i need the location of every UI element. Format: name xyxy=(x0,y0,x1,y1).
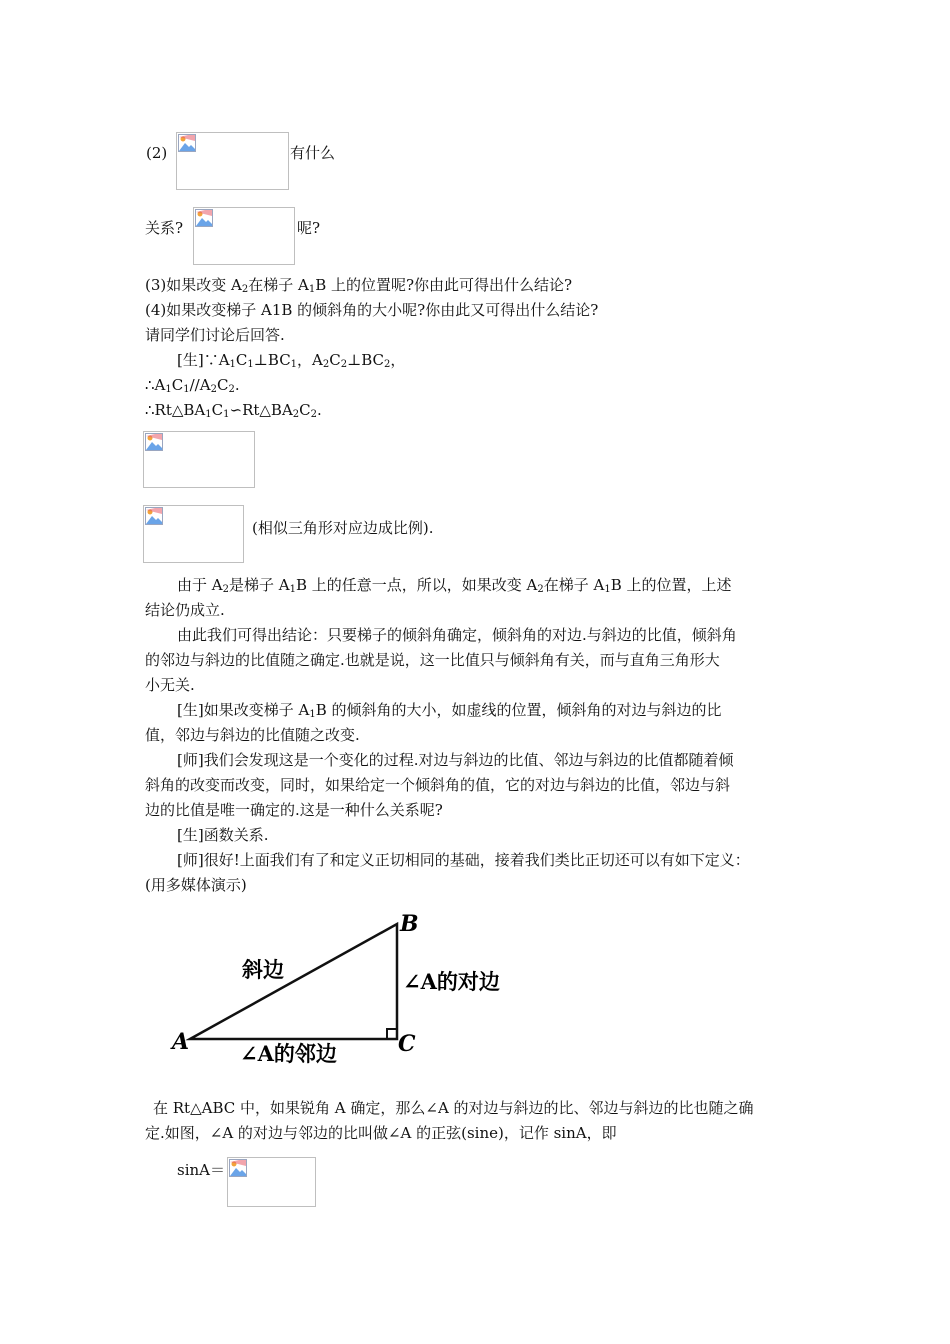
vertex-label-b: B xyxy=(400,911,419,937)
para6-line1: [师]很好!上面我们有了和定义正切相同的基础，接着我们类比正切还可以有如下定义： xyxy=(177,851,750,869)
formula-image-2 xyxy=(193,207,295,265)
para4-line3: 边的比值是唯一确定的.这是一种什么关系呢? xyxy=(145,801,443,819)
q2-prefix: (2) xyxy=(146,144,168,162)
vertex-label-c: C xyxy=(398,1031,416,1057)
sin-definition-label: sinA＝ xyxy=(177,1161,225,1179)
triangle-abc xyxy=(190,924,397,1039)
para4-line2: 斜角的改变而改变，同时，如果给定一个倾斜角的值，它的对边与斜边的比值，邻边与斜 xyxy=(145,776,731,794)
para4-line1: [师]我们会发现这是一个变化的过程.对边与斜边的比值、邻边与斜边的比值都随着倾 xyxy=(177,751,734,769)
para3-line2: 值，邻边与斜边的比值随之改变. xyxy=(145,726,360,744)
formula-image-3 xyxy=(143,431,255,488)
para1-line1: 由于 $A_2$是梯子 $A_1B$ 上的任意一点，所以，如果改变 $A_2$在梯子 $A_1B$ 上的位置，上述 xyxy=(177,576,732,595)
para3-line1: [生]如果改变梯子 $A_1B$ 的倾斜角的大小，如虚线的位置，倾斜角的对边与斜边的比 xyxy=(177,701,722,720)
broken-image-icon xyxy=(145,507,163,525)
broken-image-icon xyxy=(229,1159,247,1177)
right-angle-mark xyxy=(387,1029,397,1039)
para7-line1: 在 Rt△ABC 中，如果锐角 A 确定，那么∠A 的对边与斜边的比、邻边与斜边的比也随之确 xyxy=(153,1099,754,1117)
q2-line2-prefix: 关系? xyxy=(145,219,184,237)
q2-middle: 有什么 xyxy=(290,144,336,162)
proof-line-3: $\therefore Rt\triangle BA_1C_1∽Rt\triangle BA_2C_2$. xyxy=(145,401,322,420)
para2-line1: 由此我们可得出结论：只要梯子的倾斜角确定，倾斜角的对边.与斜边的比值，倾斜角 xyxy=(177,626,737,644)
formula-image-1 xyxy=(176,132,289,190)
proof-line-2: $\therefore A_1C_1//A_2C_2$. xyxy=(145,376,240,395)
broken-image-icon xyxy=(145,433,163,451)
opposite-side-label: ∠A的对边 xyxy=(403,969,500,994)
question-4: (4)如果改变梯子 A1B 的倾斜角的大小呢?你由此又可得出什么结论? xyxy=(145,301,599,319)
proof-line-1: [生]$\because A_1C_1\perp BC_1$，$A_2C_2\perp BC_2$， xyxy=(177,351,406,370)
para1-line2: 结论仍成立. xyxy=(145,601,225,619)
question-3: (3)如果改变 $A_2$在梯子 $A_1B$ 上的位置呢?你由此可得出什么结论? xyxy=(145,276,573,295)
right-triangle-figure xyxy=(160,905,540,1065)
para2-line2: 的邻边与斜边的比值随之确定.也就是说，这一比值只与倾斜角有关，而与直角三角形大 xyxy=(145,651,720,669)
discuss-prompt: 请同学们讨论后回答. xyxy=(145,326,285,344)
formula-image-5 xyxy=(227,1157,316,1207)
para6-line2: (用多媒体演示) xyxy=(145,876,247,894)
para2-line3: 小无关. xyxy=(145,676,195,694)
para7-line2: 定.如图，∠A 的对边与邻边的比叫做∠A 的正弦(sine)，记作 sinA，即 xyxy=(145,1124,617,1142)
similar-note: (相似三角形对应边成比例). xyxy=(252,519,434,537)
hypotenuse-label: 斜边 xyxy=(242,957,284,982)
para5: [生]函数关系. xyxy=(177,826,269,844)
formula-image-4 xyxy=(143,505,244,563)
broken-image-icon xyxy=(195,209,213,227)
vertex-label-a: A xyxy=(172,1029,190,1055)
broken-image-icon xyxy=(178,134,196,152)
adjacent-side-label: ∠A的邻边 xyxy=(240,1041,337,1065)
q2-line2-suffix: 呢? xyxy=(297,219,321,237)
